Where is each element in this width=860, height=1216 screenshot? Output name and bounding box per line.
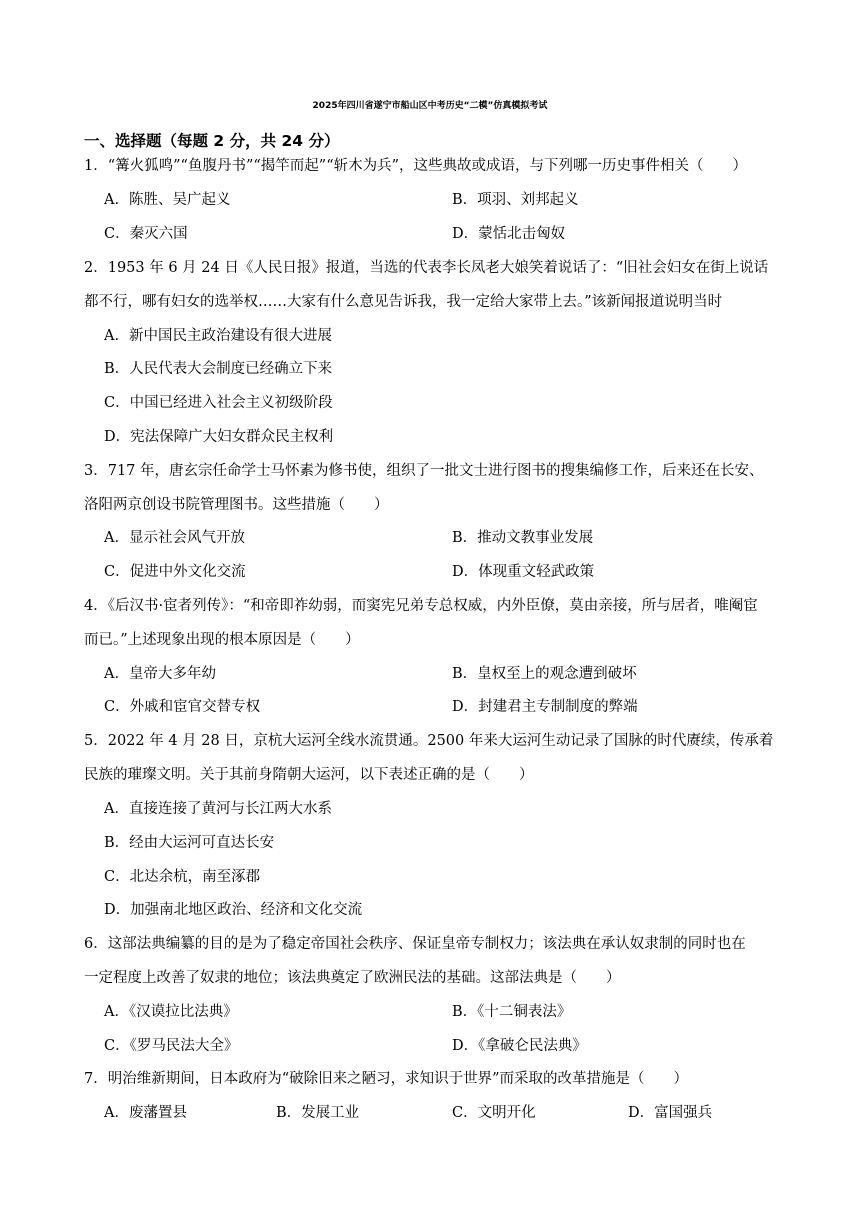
question-4-option-d: D．封建君主专制制度的弊端	[452, 699, 638, 715]
question-4-text-line-1: 4．《后汉书·宦者列传》：“和帝即祚幼弱，而窦宪兄弟专总权威，内外臣僚，莫由亲接，所与居者，唯阉宦	[84, 598, 758, 614]
question-3-text-line-1: 3．717 年，唐玄宗任命学士马怀素为修书使，组织了一批文士进行图书的搜集编修工作，后来还在长安、	[84, 463, 764, 479]
question-1-text: 1．“篝火狐鸣”“鱼腹丹书”“揭竿而起”“斩木为兵”，这些典故或成语，与下列哪一历史事件相关（ ）	[84, 158, 748, 174]
question-4-option-c: C．外戚和宦官交替专权	[104, 699, 261, 715]
question-1-option-b: B．项羽、刘邦起义	[452, 192, 579, 208]
question-7-text: 7．明治维新期间，日本政府为“破除旧来之陋习，求知识于世界”而采取的改革措施是（ ）	[84, 1071, 689, 1087]
question-6-text-line-2: 一定程度上改善了奴隶的地位；该法典奠定了欧洲民法的基础。这部法典是（ ）	[84, 970, 621, 986]
question-5-option-d: D．加强南北地区政治、经济和文化交流	[104, 902, 363, 918]
question-3-option-d: D．体现重文轻武政策	[452, 564, 595, 580]
question-6-option-a: A．《汉谟拉比法典》	[104, 1004, 238, 1020]
question-5-option-b: B．经由大运河可直达长安	[104, 835, 275, 851]
question-1-option-a: A．陈胜、吴广起义	[104, 192, 231, 208]
question-5-option-a: A．直接连接了黄河与长江两大水系	[104, 801, 332, 817]
question-2-option-b: B．人民代表大会制度已经确立下来	[104, 361, 333, 377]
question-6-text-line-1: 6．这部法典编纂的目的是为了稳定帝国社会秩序、保证皇帝专制权力；该法典在承认奴隶制的同时也在	[84, 936, 746, 952]
question-2-text-line-1: 2．1953 年 6 月 24 日《人民日报》报道，当选的代表李长凤老大娘笑着说话了：“旧社会妇女在街上说话	[84, 260, 769, 276]
question-6-option-d: D．《拿破仑民法典》	[452, 1038, 587, 1054]
question-2-option-d: D．宪法保障广大妇女群众民主权利	[104, 429, 334, 445]
question-2-option-c: C．中国已经进入社会主义初级阶段	[104, 395, 333, 411]
question-3-text-line-2: 洛阳两京创设书院管理图书。这些措施（ ）	[84, 497, 389, 513]
question-3-option-c: C．促进中外文化交流	[104, 564, 246, 580]
question-1-option-c: C．秦灭六国	[104, 226, 188, 242]
question-7-option-d: D．富国强兵	[628, 1105, 713, 1121]
question-4-option-b: B．皇权至上的观念遭到破坏	[452, 666, 637, 682]
question-5-text-line-2: 民族的璀璨文明。关于其前身隋朝大运河，以下表述正确的是（ ）	[84, 767, 534, 783]
section-heading: 一、选择题（每题 2 分，共 24 分）	[84, 132, 340, 150]
question-6-option-c: C．《罗马民法大全》	[104, 1038, 239, 1054]
question-4-text-line-2: 而已。”上述现象出现的根本原因是（ ）	[84, 632, 360, 648]
question-7-option-a: A．废藩置县	[104, 1105, 187, 1121]
exam-title: 2025年四川省遂宁市船山区中考历史“二模”仿真模拟考试	[312, 101, 548, 111]
question-4-option-a: A．皇帝大多年幼	[104, 666, 216, 682]
question-3-option-a: A．显示社会风气开放	[104, 530, 245, 546]
question-5-text-line-1: 5．2022 年 4 月 28 日，京杭大运河全线水流贯通。2500 年来大运河生动记录了国脉的时代赓续，传承着	[84, 733, 774, 749]
question-7-option-c: C．文明开化	[452, 1105, 536, 1121]
question-6-option-b: B．《十二铜表法》	[452, 1004, 572, 1020]
question-2-option-a: A．新中国民主政治建设有很大进展	[104, 328, 332, 344]
question-3-option-b: B．推动文教事业发展	[452, 530, 594, 546]
question-2-text-line-2: 都不行，哪有妇女的选举权……大家有什么意见告诉我，我一定给大家带上去。”该新闻报道说明当时	[84, 294, 723, 310]
question-7-option-b: B．发展工业	[276, 1105, 360, 1121]
question-5-option-c: C．北达余杭，南至涿郡	[104, 869, 261, 885]
question-1-option-d: D．蒙恬北击匈奴	[452, 226, 566, 242]
